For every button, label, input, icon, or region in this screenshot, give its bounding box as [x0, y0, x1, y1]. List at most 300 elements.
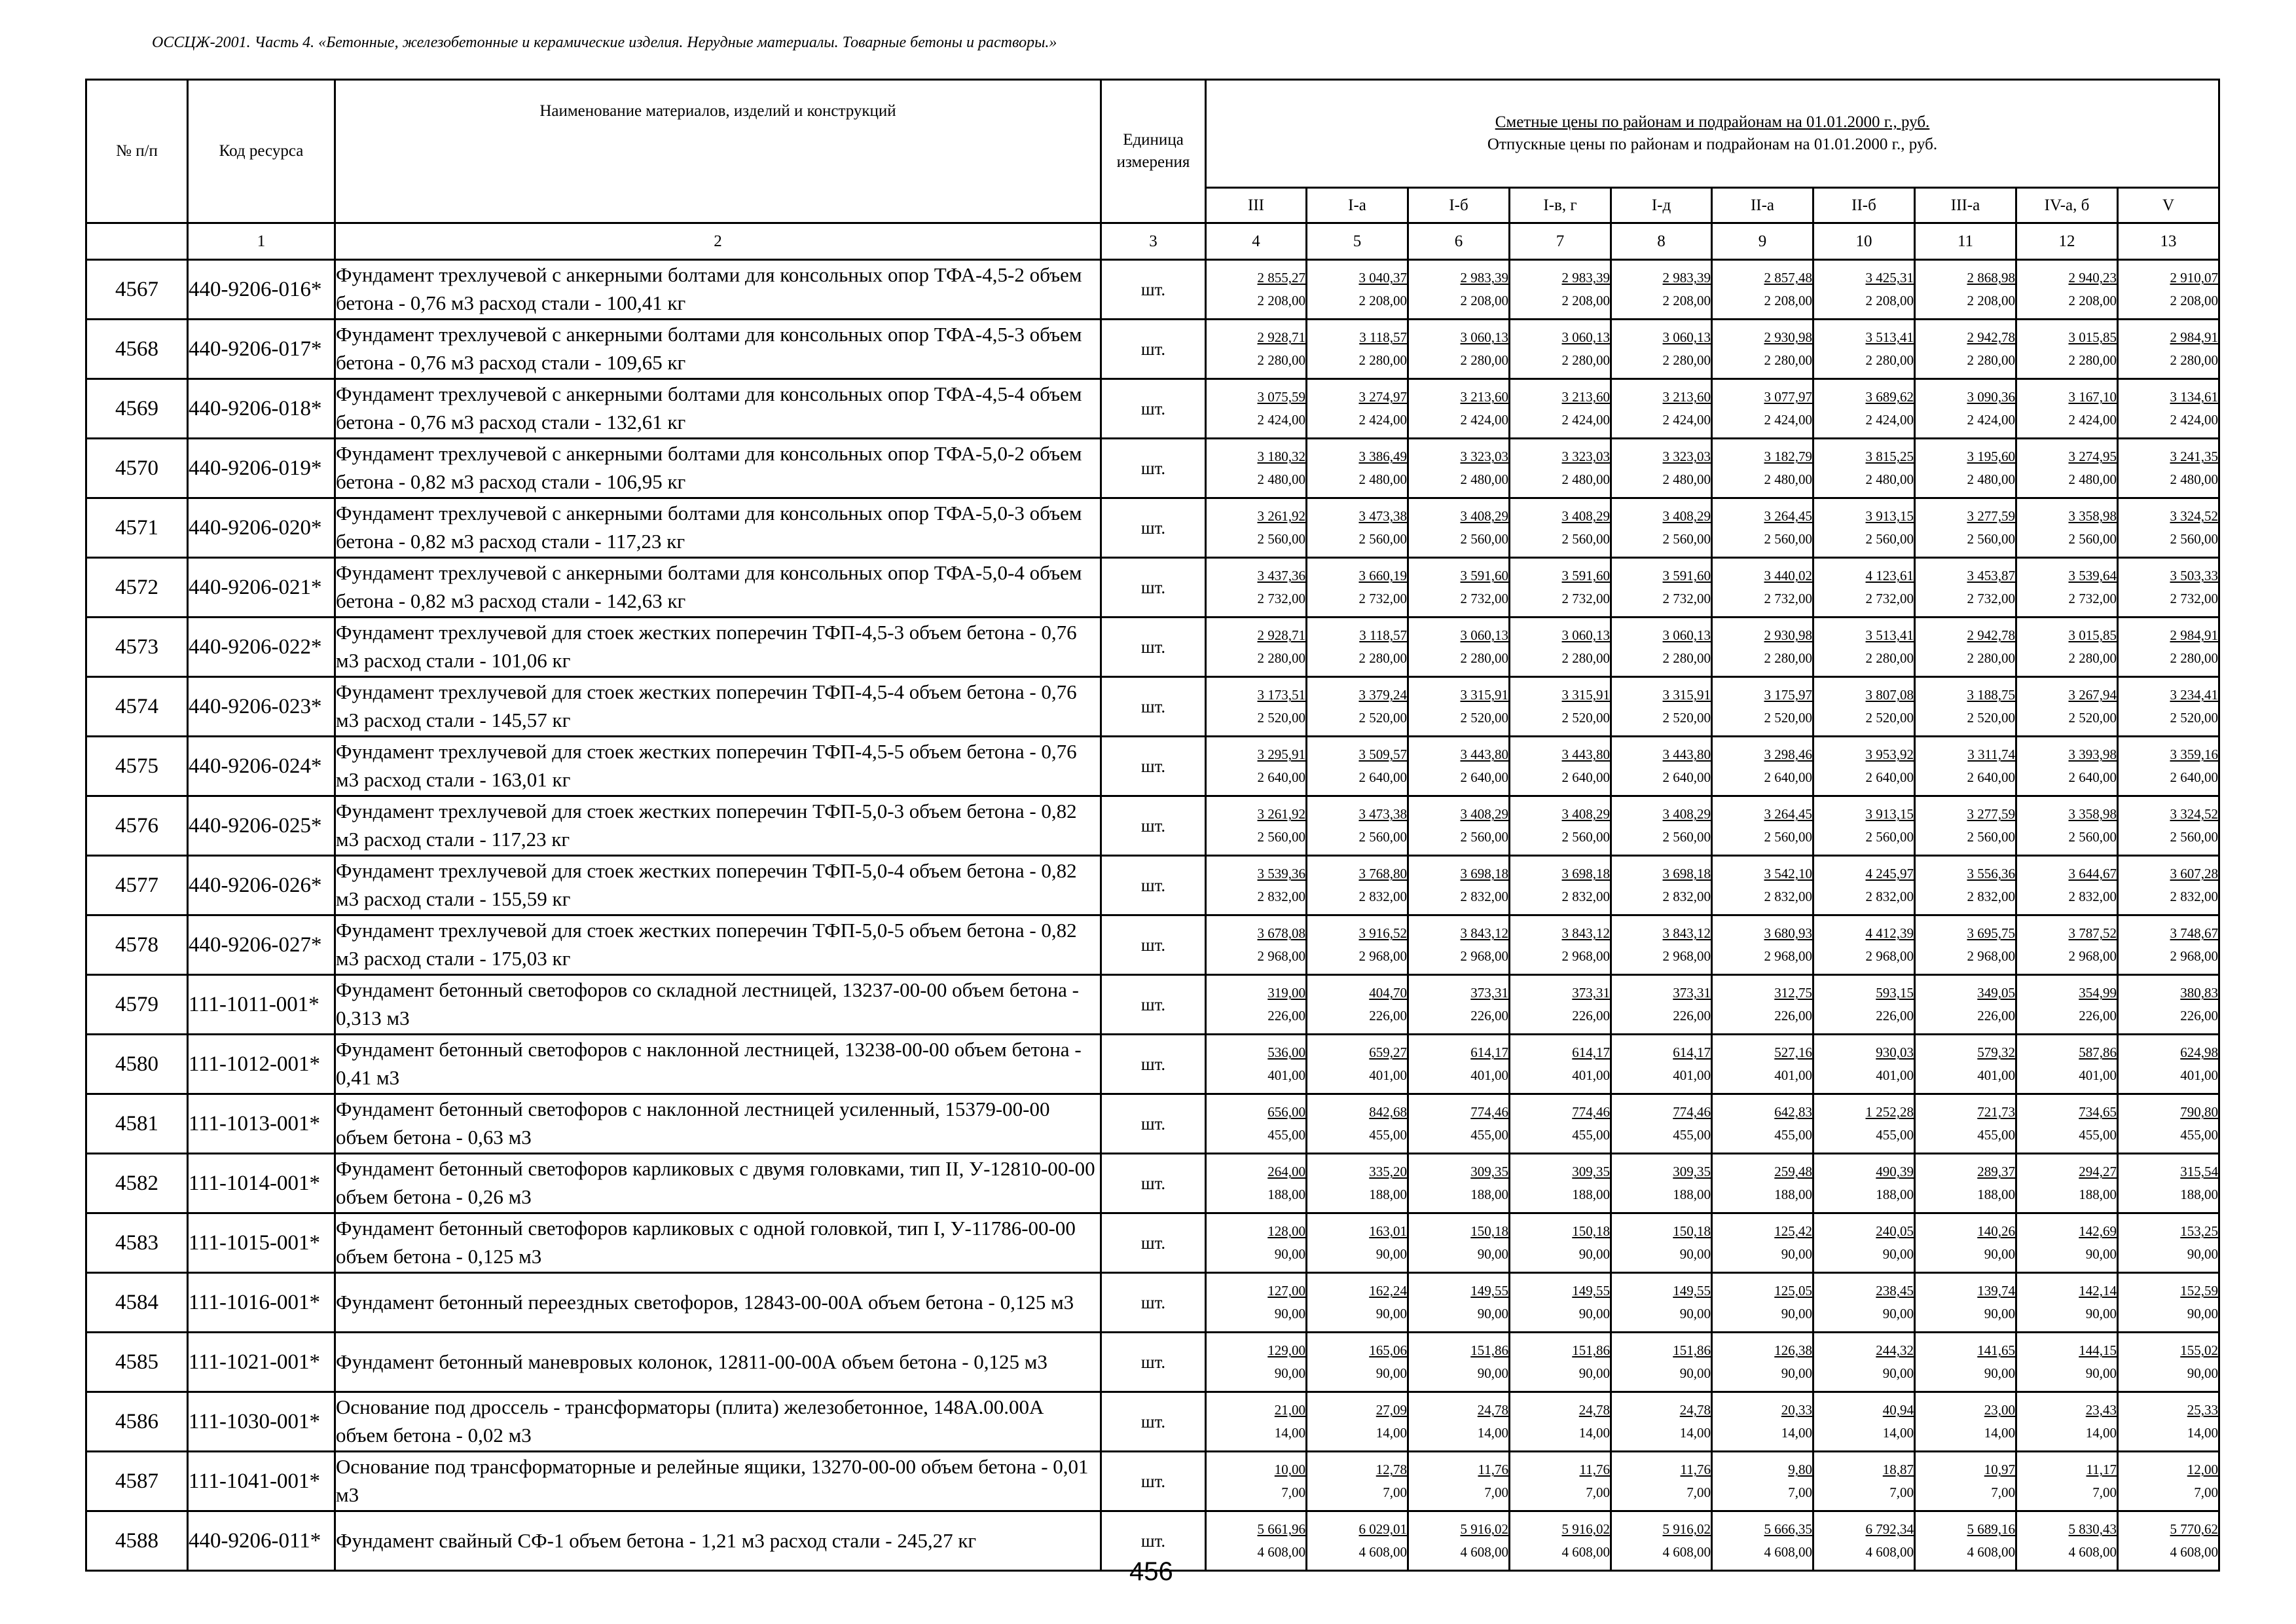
price-cell — [1915, 1094, 2016, 1154]
estimate-price: 23,00 — [1984, 1402, 2015, 1418]
unit-cell: шт. — [1101, 1035, 1206, 1094]
release-price: 14,00 — [1984, 1425, 2015, 1441]
price-cell — [1206, 1213, 1307, 1273]
estimate-price: 139,74 — [1977, 1283, 2015, 1299]
release-price: 90,00 — [1984, 1365, 2015, 1381]
item-name: Фундамент трехлучевой для стоек жестких поперечин ТФП-5,0-5 объем бетона - 0,82 м3 расход стали - 175,03 кг — [335, 915, 1101, 975]
unit-cell: шт. — [1101, 1452, 1206, 1511]
estimate-price: 3 408,29 — [1662, 508, 1711, 525]
price-cell — [1408, 379, 1510, 439]
estimate-price: 20,33 — [1781, 1402, 1812, 1418]
release-price: 2 560,00 — [1257, 829, 1305, 845]
price-cell — [1307, 796, 1408, 856]
estimate-price: 3 695,75 — [1967, 925, 2015, 942]
estimate-price: 240,05 — [1876, 1223, 1914, 1240]
release-price: 2 560,00 — [2170, 531, 2219, 547]
release-price: 2 280,00 — [1662, 352, 1711, 368]
estimate-price: 3 698,18 — [1561, 866, 1610, 882]
release-price: 226,00 — [2079, 1008, 2117, 1024]
price-cell — [1206, 1511, 1307, 1571]
price-cell — [2016, 439, 2118, 498]
item-name: Фундамент трехлучевой для стоек жестких поперечин ТФП-5,0-4 объем бетона - 0,82 м3 расход стали - 155,59 кг — [335, 856, 1101, 915]
estimate-price: 165,06 — [1369, 1342, 1407, 1359]
release-price: 2 968,00 — [2170, 948, 2219, 964]
estimate-price: 790,80 — [2180, 1104, 2219, 1120]
resource-code: 440-9206-027* — [188, 915, 335, 975]
item-name: Фундамент трехлучевой с анкерными болтами для консольных опор ТФА-4,5-4 объем бетона - 0,76 м3 расход стали - 132,61 кг — [335, 379, 1101, 439]
price-cell — [1307, 618, 1408, 677]
release-price: 7,00 — [2194, 1485, 2219, 1500]
estimate-price: 3 118,57 — [1359, 627, 1407, 644]
release-price: 4 608,00 — [2068, 1544, 2117, 1560]
release-price: 90,00 — [1882, 1365, 1914, 1381]
table-row — [86, 856, 2219, 915]
release-price: 2 424,00 — [1662, 412, 1711, 428]
release-price: 226,00 — [1774, 1008, 1812, 1024]
price-cell — [1915, 737, 2016, 796]
price-cell — [1408, 439, 1510, 498]
release-price: 90,00 — [1679, 1246, 1711, 1262]
resource-code: 111-1015-001* — [188, 1213, 335, 1273]
row-number: 4588 — [86, 1511, 188, 1571]
estimate-price: 3 473,38 — [1358, 806, 1407, 822]
release-price: 226,00 — [1977, 1008, 2015, 1024]
release-price: 90,00 — [1679, 1365, 1711, 1381]
release-price: 90,00 — [1477, 1306, 1508, 1321]
col-header-name: Наименование материалов, изделий и конструкций — [335, 80, 1101, 223]
resource-code: 440-9206-023* — [188, 677, 335, 737]
price-cell — [1408, 1511, 1510, 1571]
price-cell — [1915, 1154, 2016, 1213]
price-cell — [1510, 1333, 1611, 1392]
price-cell — [1813, 1452, 1915, 1511]
release-price: 455,00 — [1876, 1127, 1914, 1143]
price-cell — [1813, 915, 1915, 975]
col-header-prices — [1206, 80, 2219, 188]
estimate-price: 238,45 — [1876, 1283, 1914, 1299]
estimate-price: 2 983,39 — [1662, 270, 1711, 286]
release-price: 226,00 — [2180, 1008, 2219, 1024]
release-price: 401,00 — [1774, 1067, 1812, 1083]
release-price: 14,00 — [1477, 1425, 1508, 1441]
price-cell — [1307, 558, 1408, 618]
estimate-price: 2 930,98 — [1764, 329, 1812, 346]
estimate-price: 149,55 — [1470, 1283, 1508, 1299]
release-price: 2 480,00 — [1257, 471, 1305, 487]
price-cell — [1915, 1511, 2016, 1571]
release-price: 2 480,00 — [2170, 471, 2219, 487]
estimate-price: 3 660,19 — [1358, 568, 1407, 584]
col-header-num: № п/п — [86, 80, 188, 223]
estimate-price: 3 060,13 — [1662, 329, 1711, 346]
price-cell — [1813, 1392, 1915, 1452]
price-cell — [1712, 1035, 1813, 1094]
estimate-price: 3 075,59 — [1257, 389, 1305, 405]
estimate-price: 3 698,18 — [1460, 866, 1508, 882]
estimate-price: 4 245,97 — [1865, 866, 1914, 882]
item-name: Фундамент бетонный светофоров с наклонной лестницей, 13238-00-00 объем бетона - 0,41 м3 — [335, 1035, 1101, 1094]
estimate-price: 11,17 — [2086, 1462, 2117, 1478]
release-price: 455,00 — [1774, 1127, 1812, 1143]
release-price: 2 968,00 — [1764, 948, 1812, 964]
release-price: 2 560,00 — [1358, 829, 1407, 845]
table-row — [86, 320, 2219, 379]
estimate-price: 3 060,13 — [1662, 627, 1711, 644]
price-cell — [1307, 1511, 1408, 1571]
price-cell — [2118, 1273, 2219, 1333]
estimate-price: 4 412,39 — [1865, 925, 1914, 942]
estimate-price: 127,00 — [1267, 1283, 1305, 1299]
estimate-price: 3 440,02 — [1764, 568, 1812, 584]
estimate-price: 2 868,98 — [1967, 270, 2015, 286]
price-cell — [2016, 1392, 2118, 1452]
price-cell — [1712, 1452, 1813, 1511]
estimate-price: 27,09 — [1376, 1402, 1407, 1418]
price-cell — [2118, 796, 2219, 856]
estimate-price: 3 513,41 — [1865, 627, 1914, 644]
price-cell — [2118, 1213, 2219, 1273]
release-price: 2 640,00 — [2068, 769, 2117, 785]
price-cell — [1915, 1213, 2016, 1273]
item-name: Фундамент свайный СФ-1 объем бетона - 1,21 м3 расход стали - 245,27 кг — [335, 1511, 1101, 1571]
price-cell — [1712, 260, 1813, 320]
item-name: Фундамент бетонный маневровых колонок, 12811-00-00А объем бетона - 0,125 м3 — [335, 1333, 1101, 1392]
release-price: 188,00 — [1267, 1187, 1305, 1202]
release-price: 14,00 — [2085, 1425, 2117, 1441]
release-price: 455,00 — [1267, 1127, 1305, 1143]
estimate-price: 162,24 — [1369, 1283, 1407, 1299]
col-number-empty — [86, 223, 188, 260]
table-row — [86, 439, 2219, 498]
estimate-price: 315,54 — [2180, 1164, 2219, 1180]
item-name: Фундамент трехлучевой с анкерными болтами для консольных опор ТФА-5,0-4 объем бетона - 0,82 м3 расход стали - 142,63 кг — [335, 558, 1101, 618]
estimate-price: 3 264,45 — [1764, 806, 1812, 822]
estimate-price: 3 241,35 — [2170, 449, 2219, 465]
release-price: 4 608,00 — [2170, 1544, 2219, 1560]
release-price: 188,00 — [1572, 1187, 1610, 1202]
release-price: 14,00 — [1781, 1425, 1812, 1441]
row-number: 4569 — [86, 379, 188, 439]
region-header: III — [1206, 188, 1307, 223]
release-price: 2 208,00 — [2170, 293, 2219, 308]
release-price: 2 280,00 — [2170, 352, 2219, 368]
release-price: 2 424,00 — [1865, 412, 1914, 428]
release-price: 2 732,00 — [1662, 591, 1711, 606]
price-cell — [2118, 320, 2219, 379]
estimate-price: 3 513,41 — [1865, 329, 1914, 346]
release-price: 2 560,00 — [1764, 829, 1812, 845]
price-cell — [1611, 1035, 1712, 1094]
resource-code: 111-1013-001* — [188, 1094, 335, 1154]
estimate-price: 11,76 — [1579, 1462, 1610, 1478]
release-price: 2 424,00 — [2068, 412, 2117, 428]
estimate-price: 3 425,31 — [1865, 270, 1914, 286]
estimate-price: 614,17 — [1470, 1044, 1508, 1061]
estimate-price: 11,76 — [1478, 1462, 1508, 1478]
price-cell — [1712, 558, 1813, 618]
estimate-price: 21,00 — [1274, 1402, 1305, 1418]
release-price: 2 560,00 — [1662, 829, 1711, 845]
price-cell — [1206, 558, 1307, 618]
price-cell — [1510, 1035, 1611, 1094]
resource-code: 440-9206-017* — [188, 320, 335, 379]
release-price: 2 640,00 — [1460, 769, 1508, 785]
release-price: 14,00 — [1882, 1425, 1914, 1441]
price-cell — [1408, 796, 1510, 856]
estimate-price: 2 942,78 — [1967, 329, 2015, 346]
release-price: 2 968,00 — [1358, 948, 1407, 964]
price-cell — [1813, 379, 1915, 439]
estimate-price: 3 324,52 — [2170, 806, 2219, 822]
estimate-price: 128,00 — [1267, 1223, 1305, 1240]
region-header: V — [2118, 188, 2219, 223]
price-cell — [1510, 1392, 1611, 1452]
col-number: 5 — [1307, 223, 1408, 260]
estimate-price: 3 323,03 — [1662, 449, 1711, 465]
price-cell — [1510, 737, 1611, 796]
price-cell — [1307, 1154, 1408, 1213]
estimate-price: 3 040,37 — [1358, 270, 1407, 286]
table-row — [86, 618, 2219, 677]
price-cell — [1408, 1452, 1510, 1511]
price-cell — [1510, 260, 1611, 320]
price-cell — [1408, 1392, 1510, 1452]
estimate-price: 3 768,80 — [1358, 866, 1407, 882]
estimate-price: 3 298,46 — [1764, 747, 1812, 763]
price-cell — [1307, 260, 1408, 320]
estimate-price: 5 830,43 — [2068, 1521, 2117, 1538]
resource-code: 440-9206-024* — [188, 737, 335, 796]
release-price: 7,00 — [1686, 1485, 1711, 1500]
estimate-price: 3 408,29 — [1561, 508, 1610, 525]
release-price: 90,00 — [1274, 1365, 1305, 1381]
unit-cell: шт. — [1101, 1094, 1206, 1154]
release-price: 226,00 — [1267, 1008, 1305, 1024]
price-cell — [1510, 856, 1611, 915]
resource-code: 111-1041-001* — [188, 1452, 335, 1511]
release-price: 2 208,00 — [1967, 293, 2015, 308]
estimate-price: 373,31 — [1572, 985, 1610, 1001]
unit-cell: шт. — [1101, 260, 1206, 320]
price-cell — [1915, 1452, 2016, 1511]
estimate-price: 3 542,10 — [1764, 866, 1812, 882]
table-body — [86, 260, 2219, 1571]
estimate-price: 5 689,16 — [1967, 1521, 2015, 1538]
price-cell — [1712, 498, 1813, 558]
release-price: 2 732,00 — [1967, 591, 2015, 606]
unit-cell: шт. — [1101, 1213, 1206, 1273]
resource-code: 440-9206-020* — [188, 498, 335, 558]
price-cell — [1307, 498, 1408, 558]
price-cell — [1813, 856, 1915, 915]
price-cell — [1712, 320, 1813, 379]
release-price: 2 424,00 — [1460, 412, 1508, 428]
price-cell — [1408, 618, 1510, 677]
estimate-price: 150,18 — [1673, 1223, 1711, 1240]
estimate-price: 774,46 — [1673, 1104, 1711, 1120]
release-price: 401,00 — [2180, 1067, 2219, 1083]
estimate-price: 593,15 — [1876, 985, 1914, 1001]
release-price: 226,00 — [1572, 1008, 1610, 1024]
price-cell — [1510, 618, 1611, 677]
price-cell — [2016, 1035, 2118, 1094]
estimate-price: 3 213,60 — [1460, 389, 1508, 405]
release-price: 2 280,00 — [1764, 650, 1812, 666]
estimate-price: 3 173,51 — [1257, 687, 1305, 703]
unit-cell: шт. — [1101, 1333, 1206, 1392]
price-cell — [1206, 737, 1307, 796]
item-name: Фундамент трехлучевой с анкерными болтами для консольных опор ТФА-4,5-2 объем бетона - 0,76 м3 расход стали - 100,41 кг — [335, 260, 1101, 320]
release-price: 2 520,00 — [1561, 710, 1610, 726]
price-cell — [1307, 975, 1408, 1035]
price-cell — [1915, 796, 2016, 856]
item-name: Фундамент трехлучевой с анкерными болтами для консольных опор ТФА-4,5-3 объем бетона - 0,76 м3 расход стали - 109,65 кг — [335, 320, 1101, 379]
release-price: 455,00 — [1470, 1127, 1508, 1143]
estimate-price: 3 644,67 — [2068, 866, 2117, 882]
estimate-price: 3 118,57 — [1359, 329, 1407, 346]
item-name: Фундамент трехлучевой с анкерными болтами для консольных опор ТФА-5,0-2 объем бетона - 0,82 м3 расход стали - 106,95 кг — [335, 439, 1101, 498]
release-price: 2 560,00 — [1561, 531, 1610, 547]
price-cell — [1307, 737, 1408, 796]
release-price: 90,00 — [1477, 1246, 1508, 1262]
release-price: 2 640,00 — [2170, 769, 2219, 785]
release-price: 90,00 — [2187, 1246, 2219, 1262]
row-number: 4567 — [86, 260, 188, 320]
release-price: 2 280,00 — [1460, 650, 1508, 666]
estimate-price: 2 984,91 — [2170, 329, 2219, 346]
release-price: 2 424,00 — [1967, 412, 2015, 428]
release-price: 2 968,00 — [1460, 948, 1508, 964]
release-price: 455,00 — [1369, 1127, 1407, 1143]
estimate-price: 141,65 — [1977, 1342, 2015, 1359]
estimate-price: 3 015,85 — [2068, 627, 2117, 644]
price-cell — [1712, 379, 1813, 439]
release-price: 90,00 — [1578, 1365, 1610, 1381]
table-row — [86, 1213, 2219, 1273]
estimate-price: 3 274,97 — [1358, 389, 1407, 405]
release-price: 401,00 — [1470, 1067, 1508, 1083]
estimate-price: 3 393,98 — [2068, 747, 2117, 763]
row-number: 4568 — [86, 320, 188, 379]
estimate-price: 734,65 — [2079, 1104, 2117, 1120]
row-number: 4578 — [86, 915, 188, 975]
estimate-price: 125,05 — [1774, 1283, 1812, 1299]
estimate-price: 721,73 — [1977, 1104, 2015, 1120]
price-cell — [1307, 1333, 1408, 1392]
estimate-price: 12,00 — [2187, 1462, 2219, 1478]
estimate-price: 3 680,93 — [1764, 925, 1812, 942]
unit-cell: шт. — [1101, 796, 1206, 856]
release-price: 7,00 — [1991, 1485, 2015, 1500]
release-price: 2 560,00 — [1460, 829, 1508, 845]
price-cell — [1611, 1154, 1712, 1213]
release-price: 2 560,00 — [1865, 531, 1914, 547]
unit-cell: шт. — [1101, 558, 1206, 618]
price-cell — [1813, 498, 1915, 558]
release-price: 401,00 — [1673, 1067, 1711, 1083]
estimate-price: 3 134,61 — [2170, 389, 2219, 405]
release-price: 2 280,00 — [2068, 352, 2117, 368]
release-price: 401,00 — [1977, 1067, 2015, 1083]
estimate-price: 3 358,98 — [2068, 806, 2117, 822]
release-price: 2 732,00 — [1460, 591, 1508, 606]
release-price: 2 968,00 — [1561, 948, 1610, 964]
document-header: ОССЦЖ-2001. Часть 4. «Бетонные, железобетонные и керамические изделия. Нерудные материалы. Товарные бетоны и растворы.» — [152, 34, 1057, 51]
estimate-price: 536,00 — [1267, 1044, 1305, 1061]
col-number: 8 — [1611, 223, 1712, 260]
estimate-price: 656,00 — [1267, 1104, 1305, 1120]
resource-code: 440-9206-025* — [188, 796, 335, 856]
release-price: 2 832,00 — [1257, 889, 1305, 904]
estimate-price: 3 539,64 — [2068, 568, 2117, 584]
release-price: 90,00 — [1578, 1246, 1610, 1262]
price-cell — [2118, 618, 2219, 677]
price-cell — [1915, 1392, 2016, 1452]
release-price: 90,00 — [2085, 1365, 2117, 1381]
price-cell — [2118, 558, 2219, 618]
table-row — [86, 1154, 2219, 1213]
price-cell — [1408, 320, 1510, 379]
release-price: 90,00 — [1882, 1246, 1914, 1262]
region-header: II-б — [1813, 188, 1915, 223]
table-row — [86, 677, 2219, 737]
estimate-price: 774,46 — [1470, 1104, 1508, 1120]
price-cell — [1408, 677, 1510, 737]
release-price: 4 608,00 — [1358, 1544, 1407, 1560]
estimate-price: 579,32 — [1977, 1044, 2015, 1061]
release-price: 2 520,00 — [2068, 710, 2117, 726]
region-header: III-а — [1915, 188, 2016, 223]
estimate-price: 3 358,98 — [2068, 508, 2117, 525]
price-cell — [1611, 1213, 1712, 1273]
price-cell — [1611, 1452, 1712, 1511]
release-price: 2 560,00 — [1257, 531, 1305, 547]
price-cell — [1712, 856, 1813, 915]
estimate-price: 3 015,85 — [2068, 329, 2117, 346]
price-cell — [1611, 439, 1712, 498]
price-cell — [1915, 1273, 2016, 1333]
price-cell — [1712, 1333, 1813, 1392]
price-cell — [1813, 1333, 1915, 1392]
estimate-price: 659,27 — [1369, 1044, 1407, 1061]
price-cell — [2016, 1273, 2118, 1333]
item-name: Фундамент трехлучевой с анкерными болтами для консольных опор ТФА-5,0-3 объем бетона - 0,82 м3 расход стали - 117,23 кг — [335, 498, 1101, 558]
price-cell — [1611, 618, 1712, 677]
release-price: 2 560,00 — [1967, 829, 2015, 845]
price-cell — [1408, 558, 1510, 618]
price-cell — [2016, 1511, 2118, 1571]
release-price: 2 208,00 — [1764, 293, 1812, 308]
price-cell — [1915, 320, 2016, 379]
release-price: 2 560,00 — [2068, 829, 2117, 845]
price-cell — [1206, 975, 1307, 1035]
estimate-price: 3 437,36 — [1257, 568, 1305, 584]
row-number: 4587 — [86, 1452, 188, 1511]
release-price: 2 208,00 — [1561, 293, 1610, 308]
price-cell — [1408, 1333, 1510, 1392]
price-cell — [1510, 677, 1611, 737]
estimate-price: 3 698,18 — [1662, 866, 1711, 882]
estimate-price: 151,86 — [1673, 1342, 1711, 1359]
estimate-price: 2 942,78 — [1967, 627, 2015, 644]
release-price: 401,00 — [1876, 1067, 1914, 1083]
item-name: Фундамент бетонный светофоров с наклонной лестницей усиленный, 15379-00-00 объем бетона - 0,63 м3 — [335, 1094, 1101, 1154]
estimate-price: 3 090,36 — [1967, 389, 2015, 405]
estimate-price: 335,20 — [1369, 1164, 1407, 1180]
release-price: 2 520,00 — [1257, 710, 1305, 726]
release-price: 90,00 — [1679, 1306, 1711, 1321]
release-price: 2 832,00 — [2170, 889, 2219, 904]
